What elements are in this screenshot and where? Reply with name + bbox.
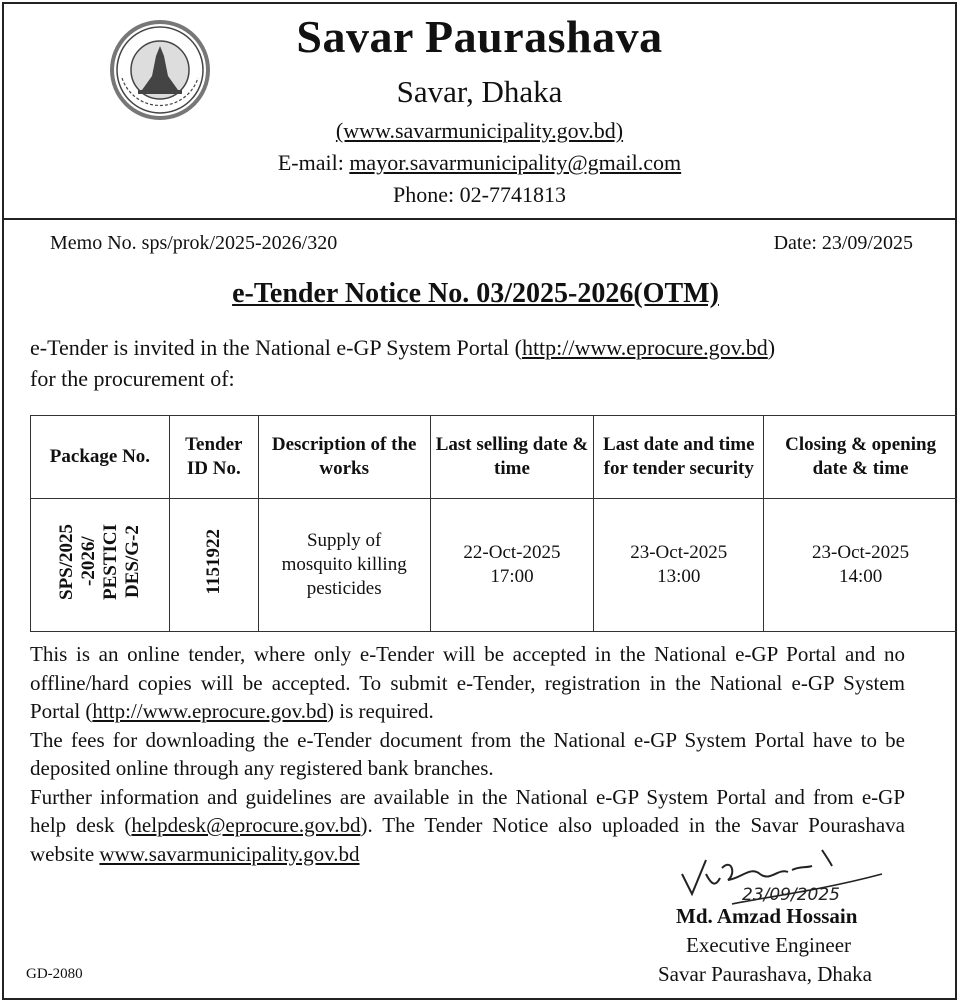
letterhead	[4, 4, 955, 220]
p1-eprocure-link[interactable]: http://www.eprocure.gov.bd	[92, 699, 328, 723]
signatory-org: Savar Paurashava, Dhaka	[658, 962, 872, 986]
p1-text-end: ) is required.	[327, 699, 434, 723]
intro-line2: for the procurement of:	[30, 366, 235, 391]
intro-paragraph	[30, 332, 910, 394]
p1-text: This is an online tender, where only e-Tender will be accepted in the National e-GP Portal and no offline/hard copies will be accepted. To submit e-Tender, registration in the National e-GP System Portal (	[30, 642, 905, 723]
website-link[interactable]: (www.savarmunicipality.gov.bd)	[335, 118, 624, 143]
table-row	[31, 499, 957, 632]
org-name: Savar Paurashava	[296, 11, 663, 62]
tender-id: 1151922	[202, 528, 224, 595]
col-header-package: Package No.	[31, 416, 170, 499]
eprocure-link[interactable]: http://www.eprocure.gov.bd	[521, 335, 768, 360]
footer-code: GD-2080	[26, 966, 83, 982]
intro-close: )	[767, 335, 776, 360]
p3-text-mid: ). The Tender Notice also uploaded in the Savar Pourashava website	[30, 813, 905, 866]
package-no-cell	[31, 499, 170, 632]
col-header-closing: Closing & opening date & time	[764, 416, 957, 499]
notice-body	[30, 640, 905, 868]
notice-title: e-Tender Notice No. 03/2025-2026(OTM)	[232, 278, 719, 309]
email-label: E-mail:	[277, 150, 344, 175]
body-paragraph-1	[30, 640, 905, 726]
col-header-description: Description of the works	[258, 416, 430, 499]
closing-opening: 23-Oct-2025 14:00	[812, 542, 910, 587]
closing-opening-cell	[764, 499, 957, 632]
tender-id-cell	[169, 499, 258, 632]
signature-icon	[672, 844, 892, 908]
last-selling-cell	[430, 499, 594, 632]
intro-text: e-Tender is invited in the National e-GP System Portal (	[30, 335, 522, 360]
body-paragraph-2: The fees for downloading the e-Tender document from the National e-GP System Portal have to be deposited online through any registered bank branches.	[30, 727, 905, 780]
memo-number: Memo No. sps/prok/2025-2026/320	[50, 232, 338, 254]
signatory-name: Md. Amzad Hossain	[676, 904, 858, 928]
phone-line: Phone: 02-7741813	[393, 182, 566, 207]
description-cell: Supply of mosquito killing pesticides	[258, 499, 430, 632]
tender-table	[30, 415, 957, 632]
signatory-role: Executive Engineer	[686, 933, 852, 957]
table-header-row	[31, 416, 957, 499]
col-header-security: Last date and time for tender security	[594, 416, 764, 499]
package-no: SPS/2025 -2026/ PESTICI DES/G-2	[55, 523, 143, 600]
last-security: 23-Oct-2025 13:00	[630, 542, 728, 587]
email-link[interactable]: mayor.savarmunicipality@gmail.com	[349, 150, 682, 175]
notice-date: Date: 23/09/2025	[773, 232, 913, 254]
last-selling: 22-Oct-2025 17:00	[463, 542, 561, 587]
col-header-tender-id: Tender ID No.	[169, 416, 258, 499]
signature-date: 23/09/2025	[742, 885, 840, 905]
website-line	[4, 118, 955, 144]
org-city: Savar, Dhaka	[396, 74, 563, 109]
helpdesk-email-link[interactable]: helpdesk@eprocure.gov.bd	[131, 813, 361, 837]
col-header-last-selling: Last selling date & time	[430, 416, 594, 499]
municipality-website-link[interactable]: www.savarmunicipality.gov.bd	[99, 841, 360, 866]
email-line	[4, 150, 955, 176]
last-security-cell	[594, 499, 764, 632]
p3-text: Further information and guidelines are available in the National e-GP System Portal and from e-GP help desk (	[30, 784, 905, 837]
